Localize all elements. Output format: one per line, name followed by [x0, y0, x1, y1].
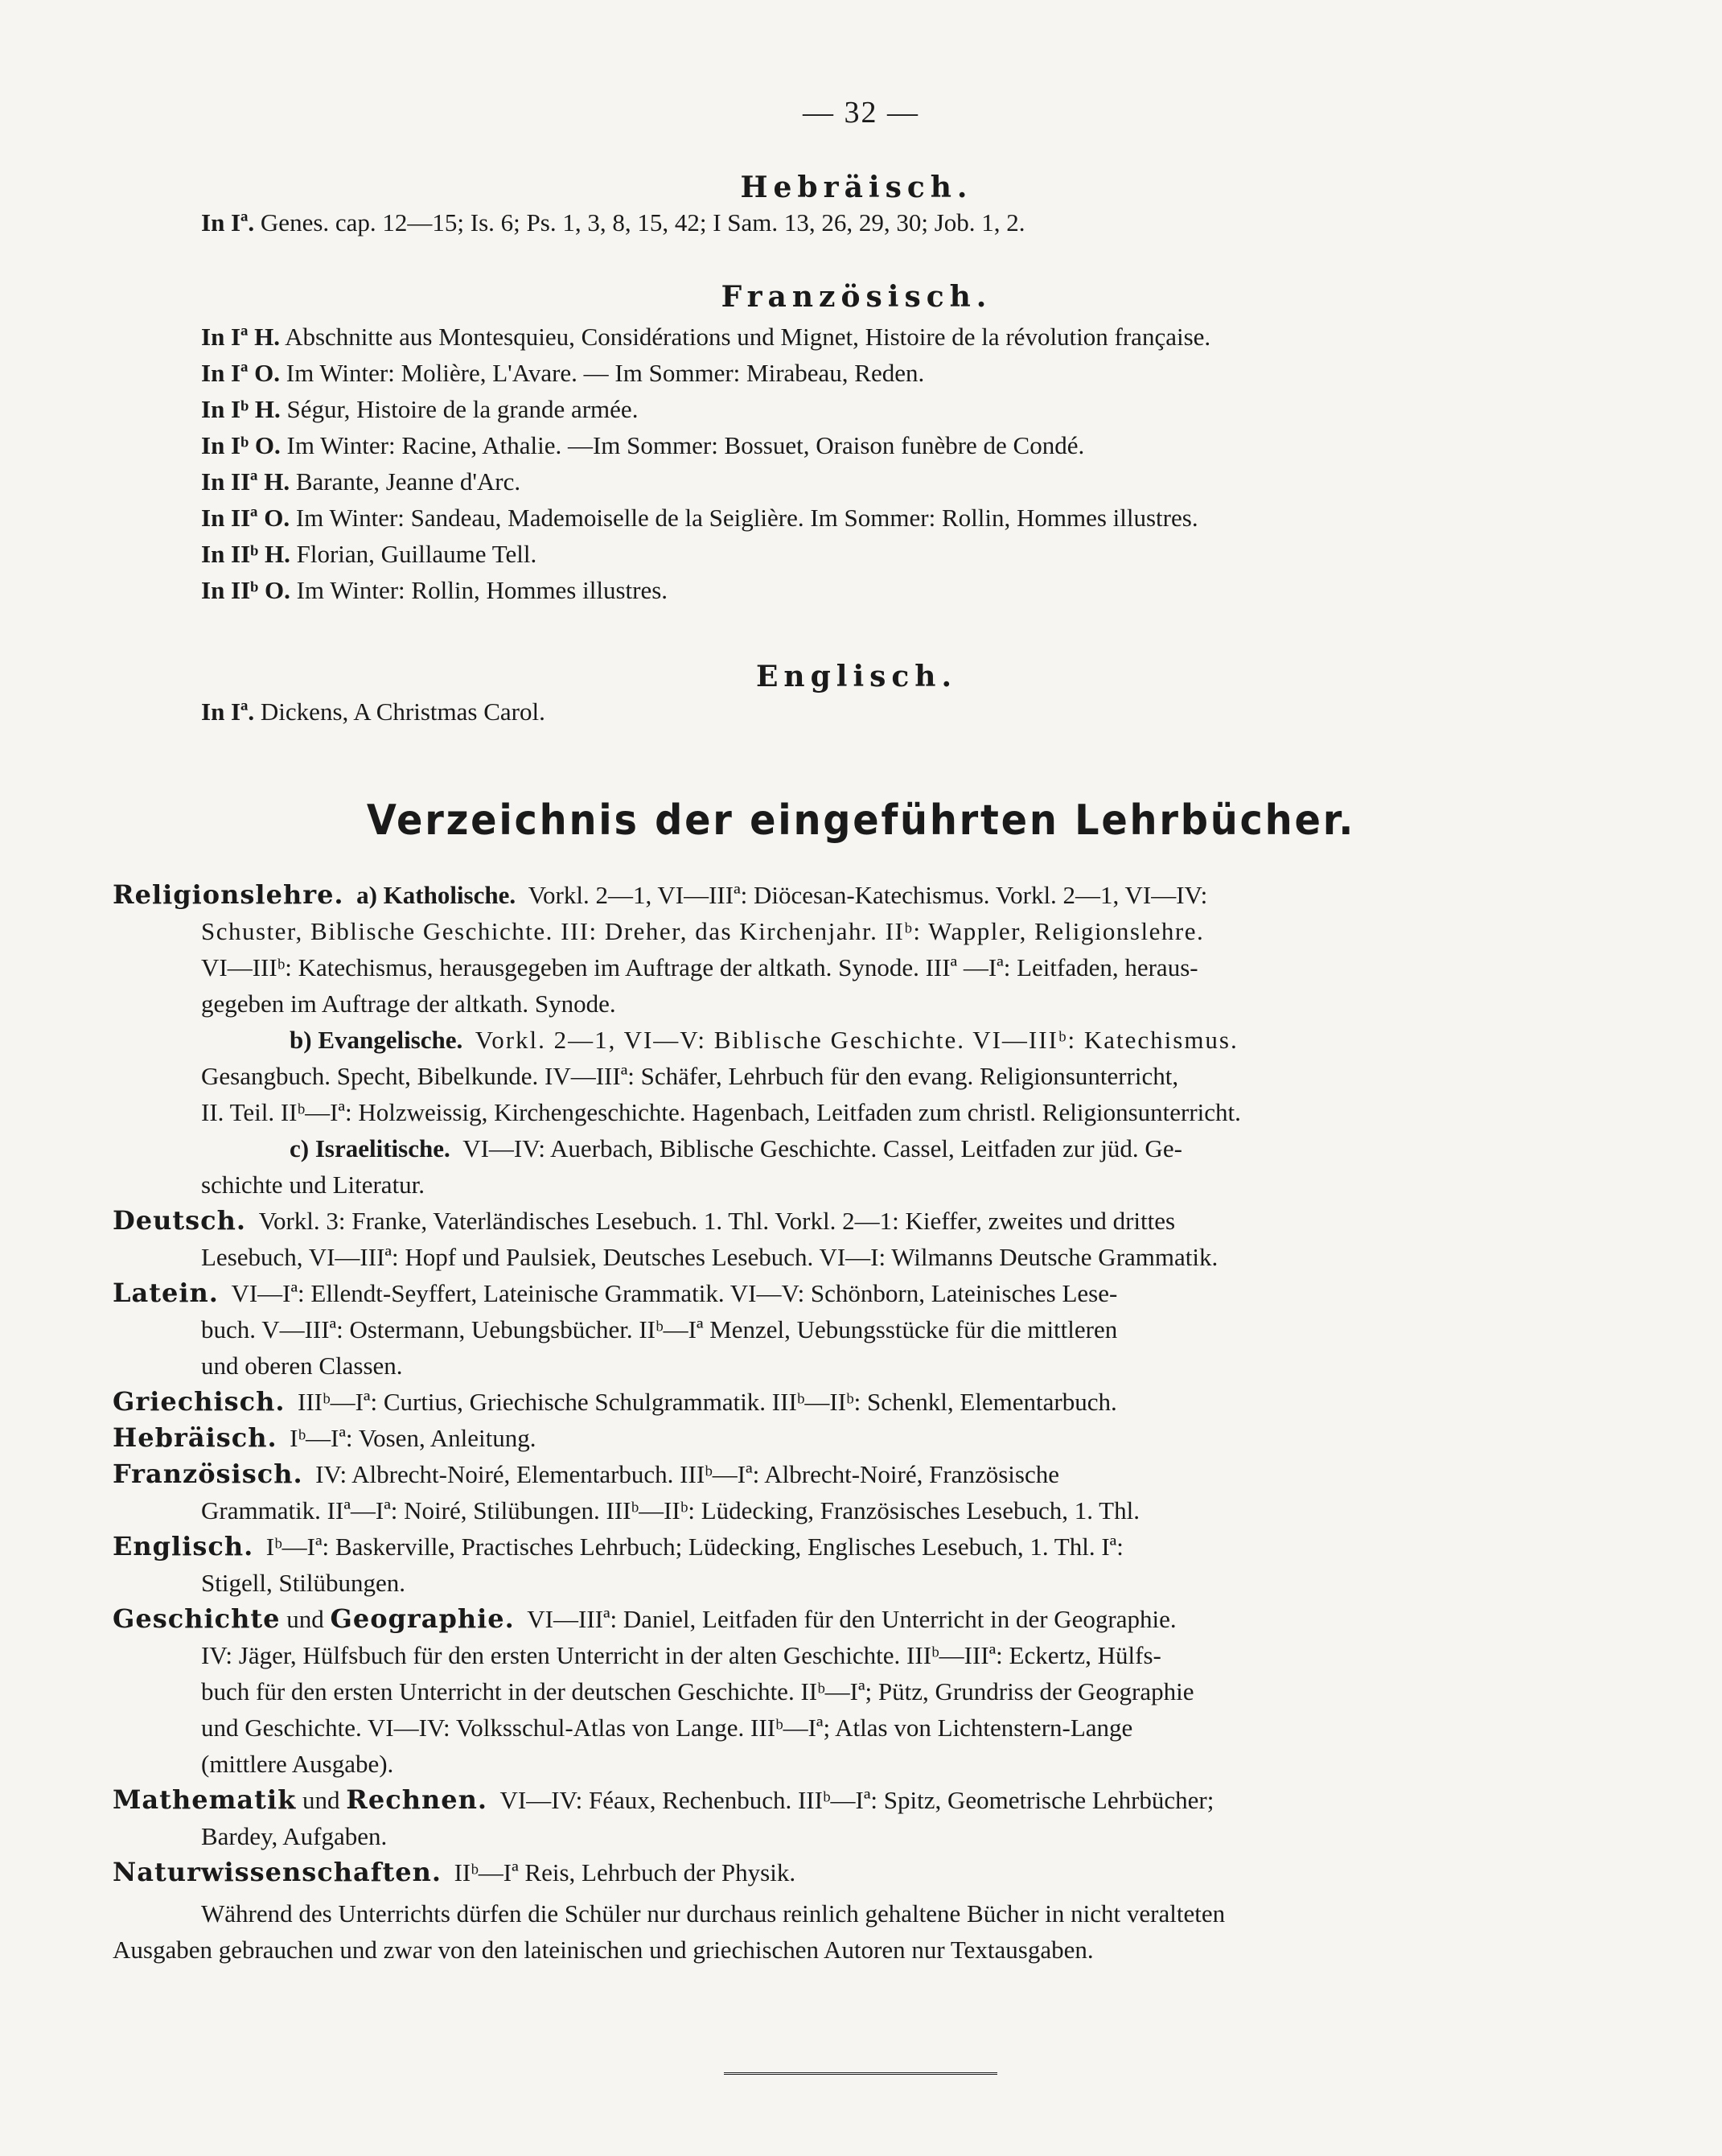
reading-line: In Iª O. Im Winter: Molière, L'Avare. — Im Sommer: Mirabeau, Reden.: [201, 359, 925, 387]
lehrbuecher-title: Verzeichnis der eingeführten Lehrbücher.: [366, 796, 1356, 845]
entry-mathematik: Mathematik und Rechnen. VI—IV: Féaux, Rechenbuch. IIIᵇ—Iª: Spitz, Geometrische Lehrbücher; Bardey, Aufgaben.: [113, 1784, 1214, 1850]
heading-englisch: Englisch.: [755, 660, 958, 693]
reading-line: In Iª. Dickens, A Christmas Carol.: [201, 697, 545, 726]
heading-hebraeisch: Hebräisch.: [740, 171, 973, 204]
entry-hebraeisch: Hebräisch. Iᵇ—Iª: Vosen, Anleitung.: [113, 1422, 536, 1453]
entry-franzoesisch: Französisch. IV: Albrecht-Noiré, Elementarbuch. IIIᵇ—Iª: Albrecht-Noiré, Französische Grammatik. IIª—Iª: Noiré, Stilübungen. IIIᵇ—IIᵇ: Lüdecking, Französisches Lesebuch, 1. Thl.: [113, 1459, 1140, 1524]
entry-religion: Religionslehre. a) Katholische. Vorkl. 2—1, VI—IIIª: Diöcesan-Katechismus. Vorkl. 2—1, VI—IV: Schuster, Biblische Geschichte. III: Dreher, das Kirchenjahr. IIᵇ: Wappler, Religionslehre. VI—IIIᵇ: Katechismus, herausgegeben im Auftrage der altkath. Synode. IIIª —Iª: Leitfaden, heraus- gegeben im Auftrage der altkath. Synode. b) Evangelische. Vorkl. 2—1, VI—V: Biblische Geschichte. VI—IIIᵇ: Katechismus. Gesangbuch. Specht, Bibelkunde. IV—IIIª: Schäfer, Lehrbuch für den evang. Religionsunterricht, II. Teil. IIᵇ—Iª: Holzweissig, Kirchengeschichte. Hagenbach, Leitfaden zum christl. Religionsunterricht. c) Israelitische. VI—IV: Auerbach, Biblische Geschichte. Cassel, Leitfaden zur jüd. Ge- schichte und Literatur.: [113, 879, 1241, 1199]
closing-paragraph: Während des Unterrichts dürfen die Schüler nur durchaus reinlich gehaltene Bücher in nicht veralteten Ausgaben gebrauchen und zwar von den lateinischen und griechischen Autoren nur Textausgaben.: [113, 1899, 1226, 1964]
section-englisch: [113, 660, 1601, 730]
footer-rule: [724, 2072, 997, 2078]
heading-franzoesisch: Französisch.: [721, 280, 993, 314]
entry-naturwissenschaften: Naturwissenschaften. IIᵇ—Iª Reis, Lehrbuch der Physik.: [113, 1857, 796, 1887]
section-hebraeisch: [113, 171, 1601, 241]
entry-griechisch: Griechisch. IIIᵇ—Iª: Curtius, Griechische Schulgrammatik. IIIᵇ—IIᵇ: Schenkl, Elementarbuch.: [113, 1386, 1117, 1417]
reading-line: In Iᵇ O. Im Winter: Racine, Athalie. —Im Sommer: Bossuet, Oraison funèbre de Condé.: [201, 431, 1085, 459]
page-number: — 32 —: [803, 96, 919, 130]
section-franzoesisch: [113, 280, 1601, 608]
reading-line: In Iᵇ H. Ségur, Histoire de la grande armée.: [201, 395, 639, 423]
reading-line: In IIᵇ O. Im Winter: Rollin, Hommes illustres.: [201, 576, 668, 604]
reading-line: In Iª H. Abschnitte aus Montesquieu, Considérations und Mignet, Histoire de la révolution française.: [201, 323, 1211, 351]
reading-line: In IIᵇ H. Florian, Guillaume Tell.: [201, 540, 537, 568]
reading-line: In IIª H. Barante, Jeanne d'Arc.: [201, 467, 521, 496]
textbook-list: [113, 877, 1593, 1968]
entry-deutsch: Deutsch. Vorkl. 3: Franke, Vaterländisches Lesebuch. 1. Thl. Vorkl. 2—1: Kieffer, zweites und drittes Lesebuch, VI—IIIª: Hopf und Paulsiek, Deutsches Lesebuch. VI—I: Wilmanns Deutsche Grammatik.: [113, 1205, 1219, 1271]
reading-line: In Iª. Genes. cap. 12—15; Is. 6; Ps. 1, 3, 8, 15, 42; I Sam. 13, 26, 29, 30; Job. 1, 2.: [201, 208, 1025, 237]
entry-latein: Latein. VI—Iª: Ellendt-Seyffert, Lateinische Grammatik. VI—V: Schönborn, Lateinisches Lese- buch. V—IIIª: Ostermann, Uebungsbücher. IIᵇ—Iª Menzel, Uebungsstücke für die mittleren und oberen Classen.: [113, 1278, 1118, 1380]
entry-geschichte: Geschichte und Geographie. VI—IIIª: Daniel, Leitfaden für den Unterricht in der Geographie. IV: Jäger, Hülfsbuch für den ersten Unterricht in der alten Geschichte. IIIᵇ—IIIª: Eckertz, Hülfs- buch für den ersten Unterricht in der deutschen Geschichte. IIᵇ—Iª; Pütz, Grundriss der Geographie und Geschichte. VI—IV: Volksschul-Atlas von Lange. IIIᵇ—Iª; Atlas von Lichtenstern-Lange (mittlere Ausgabe).: [113, 1603, 1194, 1778]
entry-englisch: Englisch. Iᵇ—Iª: Baskerville, Practisches Lehrbuch; Lüdecking, Englisches Lesebuch, 1. Thl. Iª: Stigell, Stilübungen.: [113, 1531, 1124, 1597]
reading-line: In IIª O. Im Winter: Sandeau, Mademoiselle de la Seiglière. Im Sommer: Rollin, Hommes illustres.: [201, 504, 1198, 532]
